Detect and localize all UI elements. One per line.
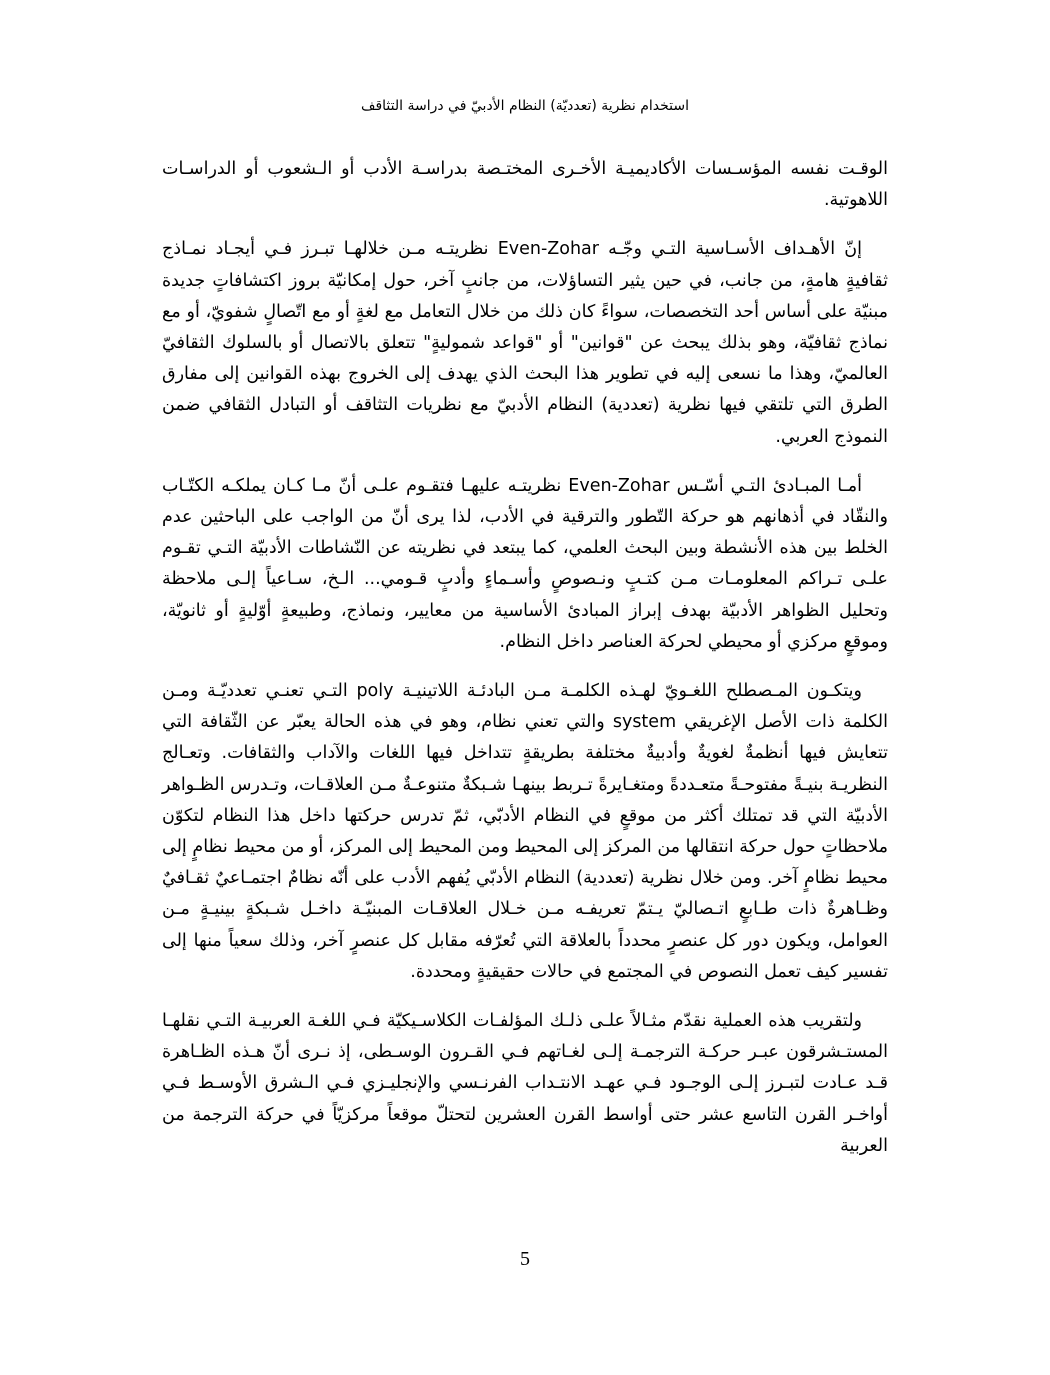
paragraph-continuation: الوقـت نفسه المؤسـسات الأكاديميـة الأخـرى المختـصة بدراسـة الأدب أو الـشعوب أو الدراسـات اللاهوتية. — [162, 159, 888, 211]
paragraph: ولتقريب هذه العملية نقدّم مثـالاً علـى ذلـك المؤلفـات الكلاسـيكيّة فـي اللغـة العربيـة التـي نقلهـا المستـشرقون عبـر حركـة الترجمـة إلـى لغـاتهم فـي القـرون الوسـطى، إذ نـرى أنّ هـذه الظـاهرة قـد عـادت لتبـرز إلـى الوجـود فـي عهـد الانتـداب الفرنـسي والإنجليـزي فـي الـشرق الأوسـط فـي أواخـر القرن التاسع عشر حتى أواسط القرن العشرين لتحتلّ موقعاً مركزيّاً في حركة الترجمة من العربية — [162, 1011, 888, 1156]
running-header: استخدام نظرية (تعدديّة) النظام الأدبيّ في دراسة التثاقف — [360, 98, 689, 114]
paragraph: أمـا المبـادئ التـي أسّـس Even-Zohar نظريتـه عليهـا فتقـوم علـى أنّ مـا كـان يملكـه الكتّـاب والنقّاد في أذهانهم هو حركة التّطور والترقية في الأدب، لذا يرى أنّ من الواجب على الباحثين عدم الخلط بين هذه الأنشطة وبين البحث العلمي، كما يبتعد في نظريته عن النّشاطات الأدبيّة التـي تقـوم علـى تـراكم المعلومـات مـن كتـبٍ ونـصوصٍ وأسـماءٍ وأدبٍ قـومي... الـخ، سـاعياً إلـى ملاحظة وتحليل الظواهر الأدبيّة بهدف إبراز المبادئ الأساسية من معايير، ونماذج، وطبيعةٍ أوّليةٍ أو ثانويّة، وموقعٍ مركزي أو محيطي لحركة العناصر داخل النظام. — [162, 475, 888, 652]
paragraph: ويتكـون المـصطلح اللغـويّ لهـذه الكلمـة مـن البادئـة اللاتينيـة poly التـي تعنـي تعدديّـة ومـن الكلمة ذات الأصل الإغريقي system والتي تعني نظام، وهو في هذه الحالة يعبّر عن الثّقافة التي تتعايش فيها أنظمةٌ لغويةٌ وأدبيةٌ مختلفة بطريقةٍ تتداخل فيها اللغات والآداب والثقافات. وتعـالج النظريـة بنيـةً مفتوحـةً متعـددةً ومتغـايرةً تـربط بينهـا شـبكةٌ متنوعـةٌ مـن العلاقـات، وتـدرس الظـواهر الأدبيّة التي قد تمتلك أكثر من موقعٍ في النظام الأدبّي، ثمّ تدرس حركتها داخل هذا النظام لتكوّن ملاحظاتٍ حول حركة انتقالها من المركز إلى المحيط ومن المحيط إلى المركز، أو من محيط نظامٍ إلى محيط نظامٍ آخر. ومن خلال نظرية (تعددية) النظام الأدبّي يُفهم الأدب على أنّه نظامٌ اجتمـاعيٌ ثقـافيٌ وظـاهرةٌ ذات طـابعٍ اتـصاليّ يـتمّ تعريفـه مـن خـلال العلاقـات المبنيّـة داخـل شـبكةٍ بينيـةٍ مـن العوامل، ويكون دور كل عنصرٍ محدداً بالعلاقة التي تُعرّفه مقابل كل عنصرٍ آخر، وذلك سعياً منها إلى تفسير كيف تعمل النصوص في المجتمع في حالات حقيقيةٍ ومحددة. — [162, 681, 888, 982]
body-text — [162, 154, 888, 1180]
page-number: 5 — [520, 1248, 530, 1270]
paragraph: إنّ الأهـداف الأسـاسية التـي وجّـه Even-Zohar نظريتـه مـن خلالهـا تبـرز فـي أيجـاد نمـاذج ثقافيةٍ هامةٍ، من جانب، في حين يثير التساؤلات، من جانبٍ آخر، حول إمكانيّة بروز اكتشافاتٍ جديدة مبنيّة على أساس أحد التخصصات، سواءً كان ذلك من خلال التعامل مع لغةٍ أو مع اتّصالٍ شفويّ، أو مع نماذج ثقافيّة، وهو بذلك يبحث عن "قوانين" أو "قواعد شموليةٍ" تتعلق بالاتصال أو بالسلوك الثقافيّ العالميّ، وهذا ما نسعى إليه في تطوير هذا البحث الذي يهدف إلى الخروج بهذه القوانين إلى مفارق الطرق التي تلتقي فيها نظرية (تعددية) النظام الأدبيّ مع نظريات التثاقف أو التبادل الثقافي ضمن النموذج العربي. — [162, 239, 888, 447]
